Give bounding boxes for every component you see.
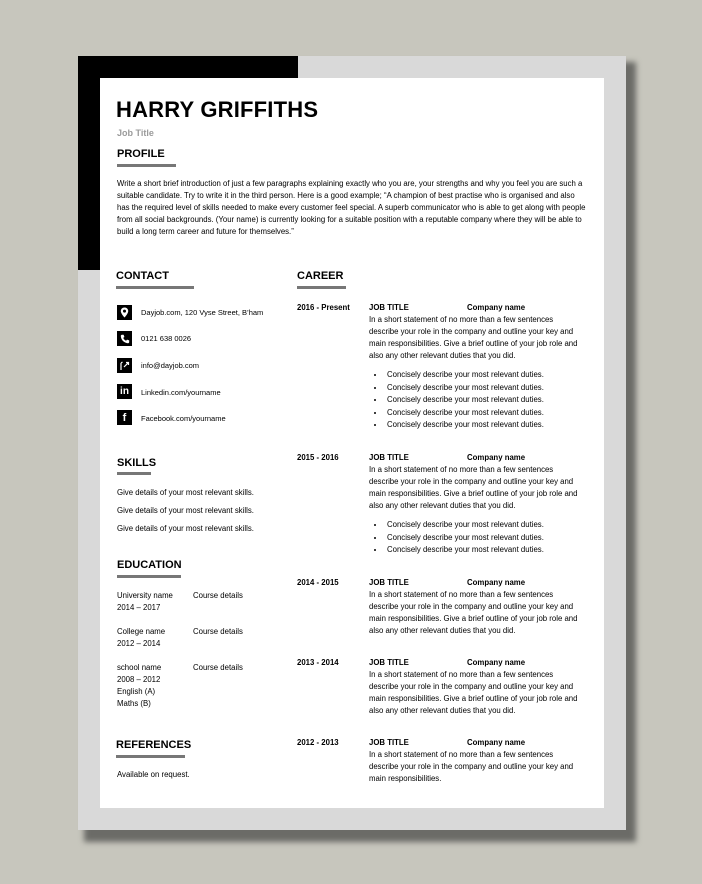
list-item: • Concisely describe your most relevant duties. [385, 419, 595, 432]
education-course: Course details [193, 627, 243, 636]
education-course: Course details [193, 663, 243, 672]
contact-email: info@dayjob.com [141, 361, 200, 370]
education-years: 2012 – 2014 [117, 639, 161, 648]
education-heading: EDUCATION [117, 559, 182, 571]
skills-underline [117, 472, 151, 475]
career-dates: 2014 - 2015 [297, 578, 339, 587]
contact-heading: CONTACT [116, 270, 169, 282]
career-description: In a short statement of no more than a few sentences describe your role in the company and outline your key and main responsibilities. Give a brief outline of your job role and also any other relevant duties that you did. [369, 315, 578, 360]
career-dates: 2015 - 2016 [297, 453, 339, 462]
career-company: Company name [467, 658, 526, 667]
career-dates: 2016 - Present [297, 303, 350, 312]
location-icon [117, 305, 132, 320]
linkedin-icon: in [117, 384, 132, 399]
references-underline [116, 755, 185, 758]
candidate-name: HARRY GRIFFITHS [116, 97, 319, 122]
career-company: Company name [467, 303, 526, 312]
references-text: Available on request. [117, 770, 190, 779]
career-description: In a short statement of no more than a few sentences describe your role in the company and outline your key and main responsibilities. Give a brief outline of your job role and also any other relevant duties that you did. [369, 670, 578, 715]
career-duties-list [369, 519, 595, 557]
education-grade: Maths (B) [117, 699, 151, 708]
list-item: • Concisely describe your most relevant duties. [385, 382, 595, 395]
job-title: Job Title [117, 128, 154, 138]
profile-heading: PROFILE [117, 148, 165, 160]
skills-heading: SKILLS [117, 457, 157, 469]
career-dates: 2012 - 2013 [297, 738, 339, 747]
contact-linkedin: Linkedin.com/yourname [141, 388, 221, 397]
list-item: • Concisely describe your most relevant duties. [385, 394, 595, 407]
career-description: In a short statement of no more than a few sentences describe your role in the company and outline your key and main responsibilities. [369, 750, 574, 783]
skill-item: Give details of your most relevant skills. [117, 488, 254, 497]
career-job-title: JOB TITLE [369, 578, 409, 587]
references-heading: REFERENCES [116, 739, 192, 751]
contact-address: Dayjob.com, 120 Vyse Street, B’ham [141, 308, 264, 317]
phone-icon [117, 331, 132, 346]
education-years: 2014 – 2017 [117, 603, 161, 612]
contact-underline [116, 286, 194, 289]
list-item: • Concisely describe your most relevant duties. [385, 532, 595, 545]
education-underline [117, 575, 181, 578]
list-item: • Concisely describe your most relevant duties. [385, 519, 595, 532]
career-job-title: JOB TITLE [369, 738, 409, 747]
education-school: University name [117, 591, 173, 600]
contact-phone: 0121 638 0026 [141, 334, 192, 343]
profile-underline [117, 164, 176, 167]
list-item: • Concisely describe your most relevant duties. [385, 369, 595, 382]
contact-facebook: Facebook.com/yourname [141, 414, 226, 423]
education-school: College name [117, 627, 166, 636]
facebook-icon: f [117, 410, 132, 425]
career-company: Company name [467, 578, 526, 587]
list-item: • Concisely describe your most relevant duties. [385, 407, 595, 420]
education-grade: English (A) [117, 687, 156, 696]
career-heading: CAREER [297, 270, 344, 282]
skill-item: Give details of your most relevant skills. [117, 524, 254, 533]
career-job-title: JOB TITLE [369, 303, 409, 312]
career-company: Company name [467, 453, 526, 462]
career-underline [297, 286, 346, 289]
career-dates: 2013 - 2014 [297, 658, 339, 667]
career-job-title: JOB TITLE [369, 658, 409, 667]
email-icon [117, 358, 132, 373]
career-description: In a short statement of no more than a few sentences describe your role in the company and outline your key and main responsibilities. Give a brief outline of your job role and also any other relevant duties that you did. [369, 465, 578, 510]
career-company: Company name [467, 738, 526, 747]
profile-text: Write a short brief introduction of just a few paragraphs explaining exactly who you are, your strengths and why you feel you are such a suitable candidate. Try to write it in the third person. Here is a good example; “A champion of best practise who is organised and also has the required level of skills needed to make every customer feel special. A superb communicator who is able to get along with people from all social backgrounds. (Your name) is currently looking for a suitable position with a reputable company where they will be able to build a long term career and future for themselves.” [117, 179, 586, 236]
career-job-title: JOB TITLE [369, 453, 409, 462]
education-school: school name [117, 663, 162, 672]
career-description: In a short statement of no more than a few sentences describe your role in the company and outline your key and main responsibilities. Give a brief outline of your job role and also any other relevant duties that you did. [369, 590, 578, 635]
education-years: 2008 – 2012 [117, 675, 161, 684]
list-item: • Concisely describe your most relevant duties. [385, 544, 595, 557]
education-course: Course details [193, 591, 243, 600]
skill-item: Give details of your most relevant skills. [117, 506, 254, 515]
career-duties-list [369, 369, 595, 432]
